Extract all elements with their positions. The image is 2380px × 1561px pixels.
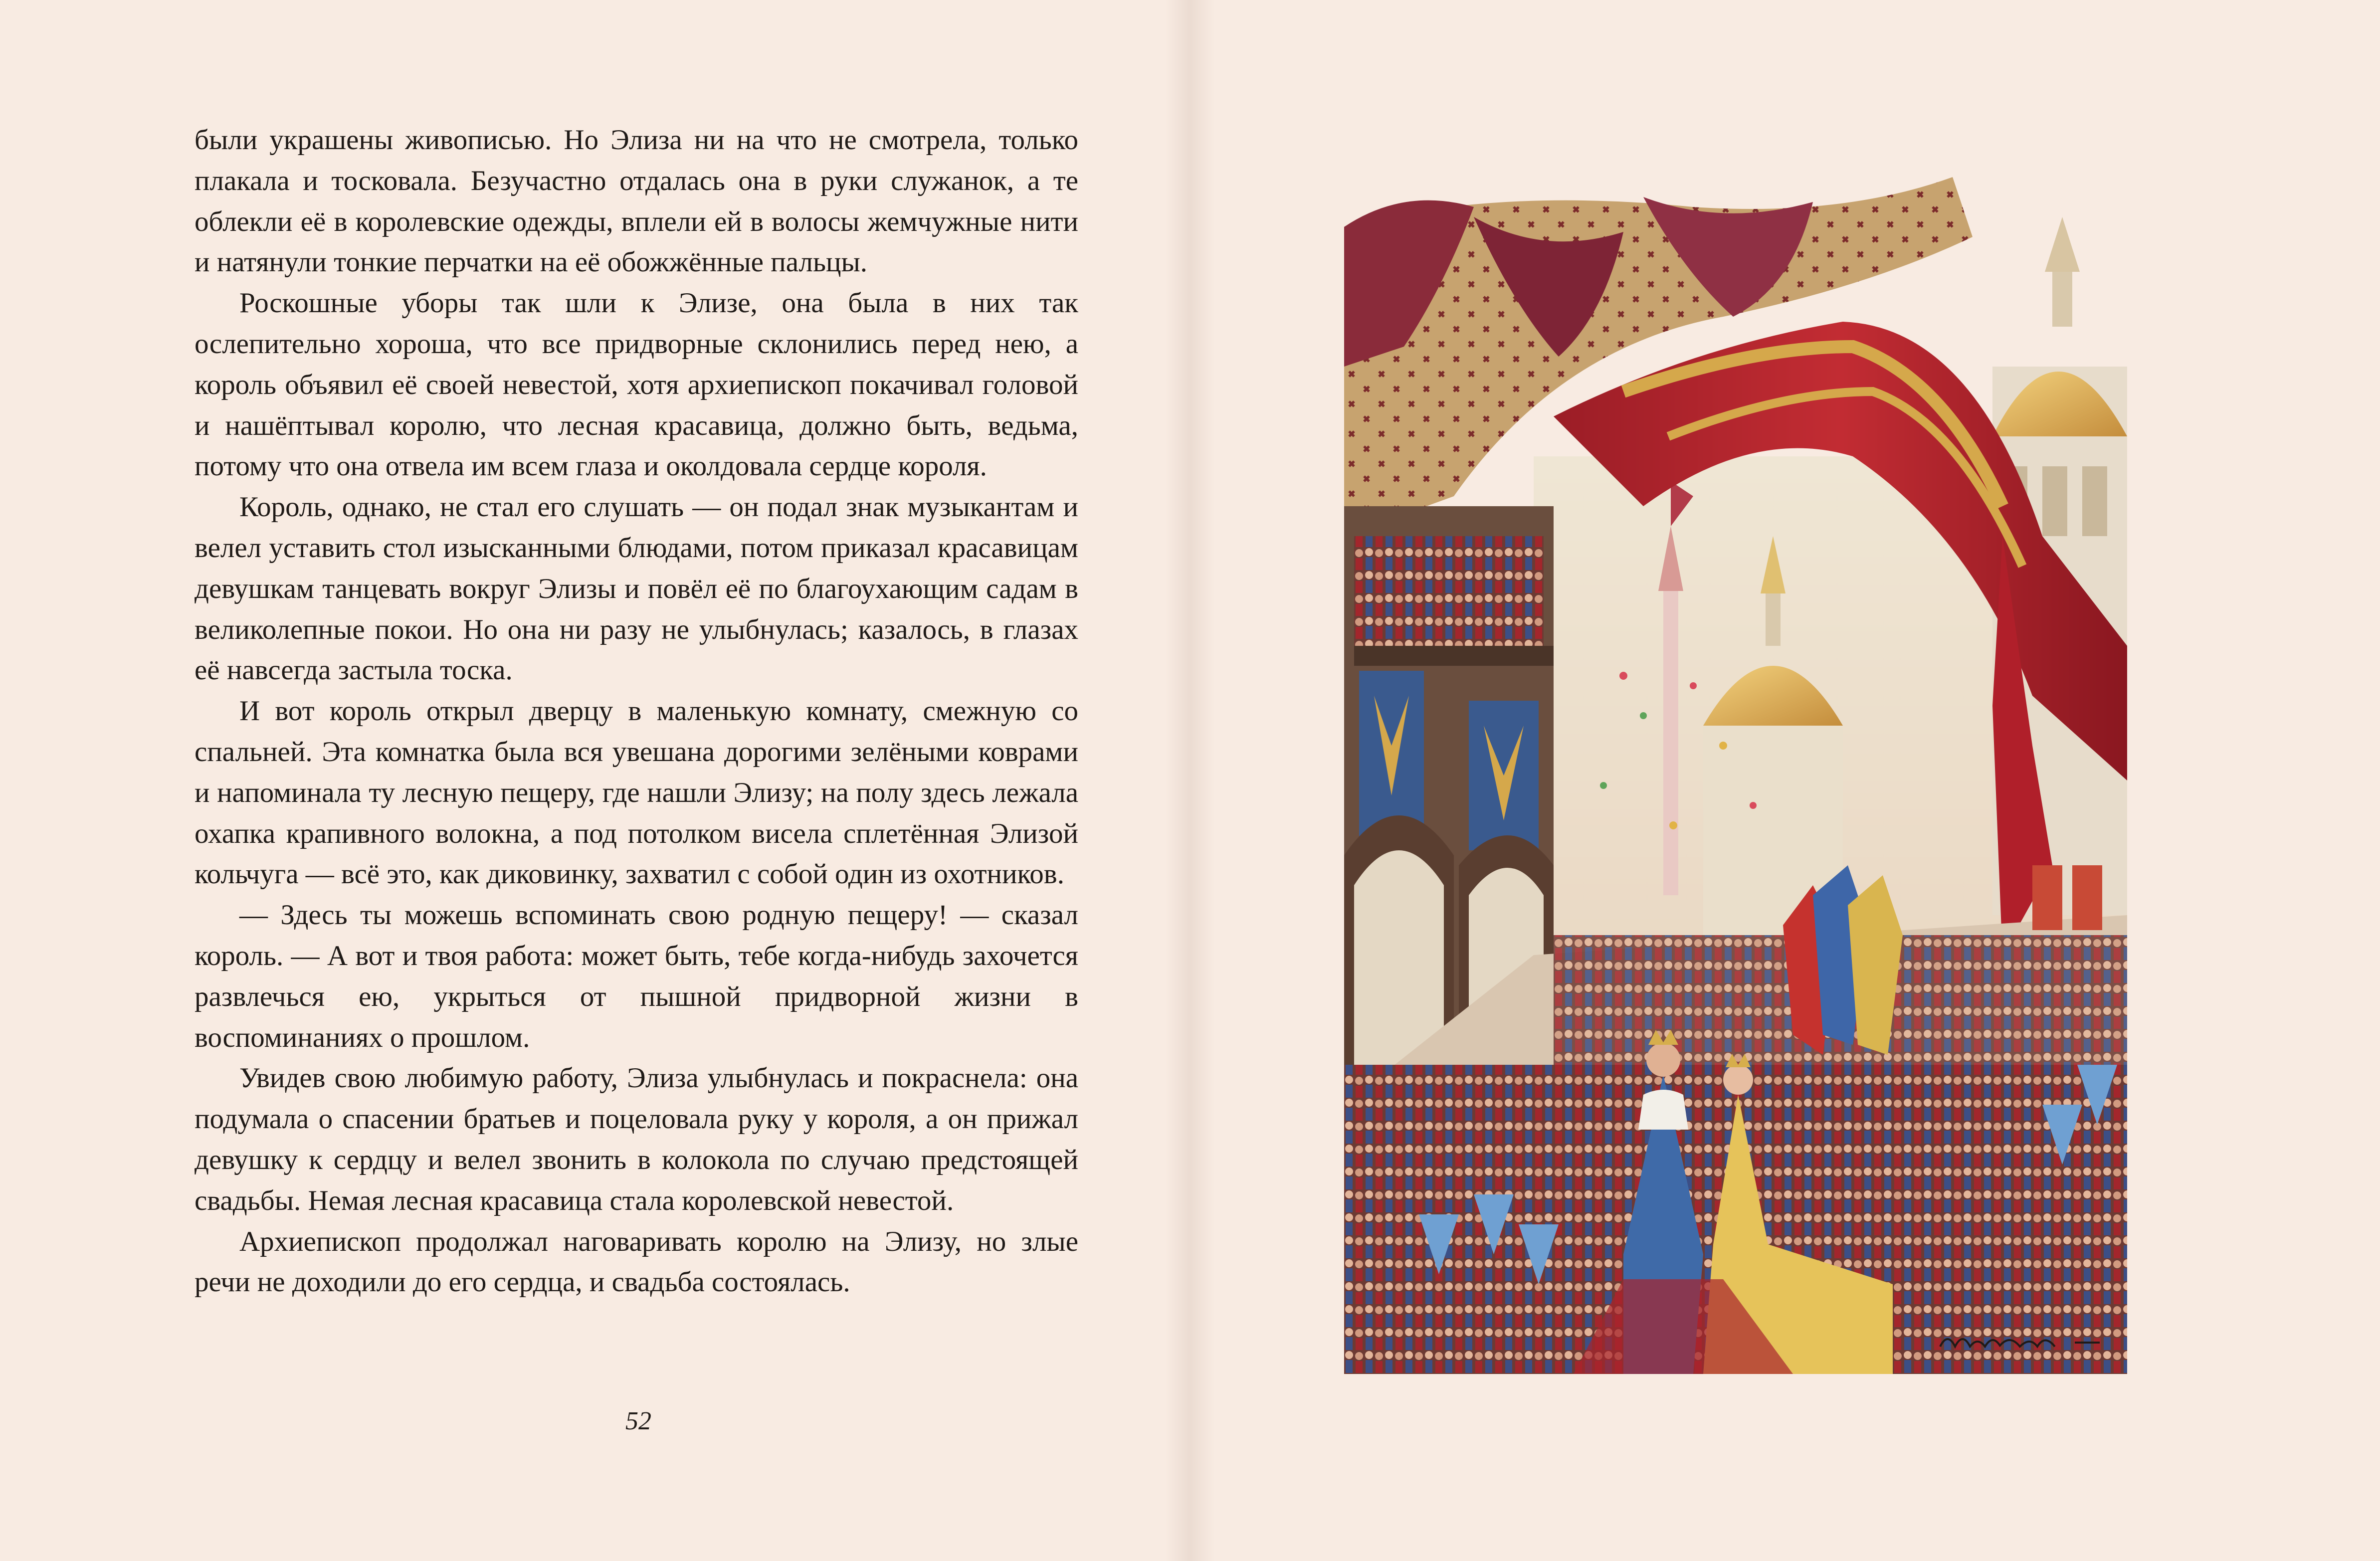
illustration-drawing <box>1344 157 2127 1374</box>
paragraph-3: Король, однако, не стал его слушать — он подал знак музыкантам и велел уставить стол изысканными блюдами, потом приказал красавицам девушкам танцевать вокруг Элизы и повёл её по благоухающим садам в великолепные покои. Но она ни разу не улыбнулась; казалось, в глазах её навсегда застыла тоска. <box>195 491 1078 686</box>
wedding-procession-illustration <box>1344 157 2127 1374</box>
paragraph-4: И вот король открыл дверцу в маленькую комнату, смежную со спальней. Эта комнатка была вся увешана дорогими зелёными коврами и напоминала ту лесную пещеру, где нашли Элизу; на полу здесь лежала охапка крапивного волокна, а под потолком висела сплетённая Элизой кольчуга — всё это, как диковинку, захватил с собой один из охотников. <box>195 695 1078 890</box>
left-page-text <box>195 120 1078 1303</box>
signature-scribble <box>1935 1327 2105 1357</box>
paragraph-1: были украшены живописью. Но Элиза ни на что не смотрела, только плакала и тосковала. Безучастно отдалась она в руки служанок, а те облекли её в королевские одежды, вплели ей в волосы жемчужные нити и натянули тонкие перчатки на её обожжённые пальцы. <box>195 124 1078 278</box>
book-gutter <box>1165 0 1215 1561</box>
page-number: 52 <box>625 1407 651 1435</box>
paragraph-7: Архиепископ продолжал наговаривать королю на Элизу, но злые речи не доходили до его сердца, и свадьба состоялась. <box>195 1225 1078 1298</box>
artist-signature <box>1935 1327 2105 1357</box>
paragraph-5: — Здесь ты можешь вспоминать свою родную пещеру! — сказал король. — А вот и твоя работа: может быть, тебе когда-нибудь захочется развлечься ею, укрыться от пышной придворной жизни в воспоминаниях о прошлом. <box>195 899 1078 1053</box>
paragraph-6: Увидев свою любимую работу, Элиза улыбнулась и покраснела: она подумала о спасении братьев и поцеловала руку у короля, а он прижал девушку к сердцу и велел звонить в колокола по случаю предстоящей свадьбы. Немая лесная красавица стала королевской невестой. <box>195 1062 1078 1216</box>
paragraph-2: Роскошные уборы так шли к Элизе, она была в них так ослепительно хороша, что все придворные склонились перед нею, а король объявил её своей невестой, хотя архиепископ покачивал головой и нашёптывал королю, что лесная красавица, должно быть, ведьма, потому что она отвела им всем глаза и околдовала сердце короля. <box>195 287 1078 482</box>
